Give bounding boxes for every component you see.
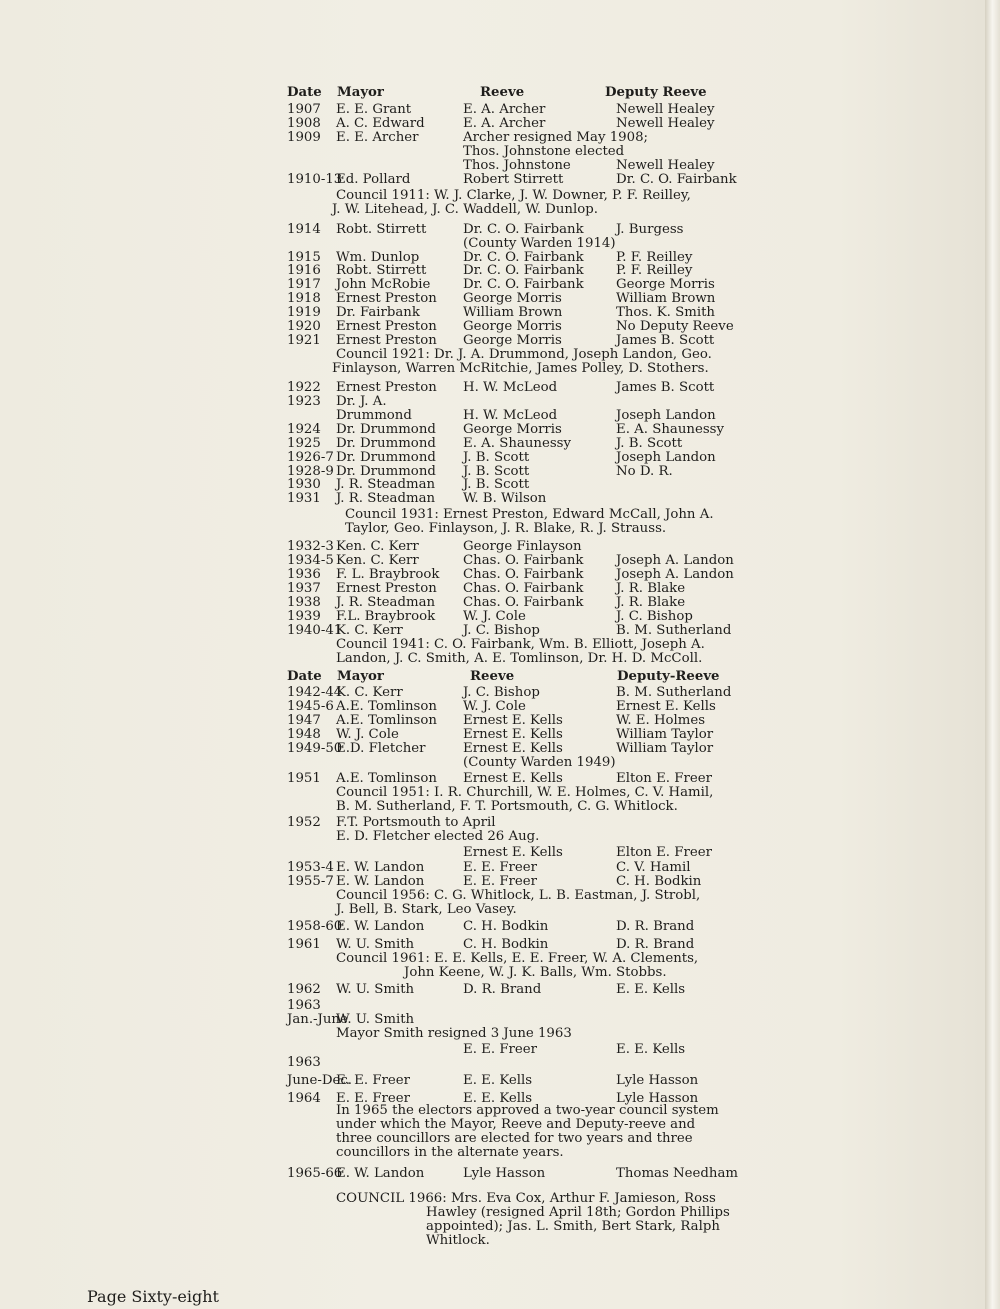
row-year: 1910-13 bbox=[287, 172, 343, 187]
row-reeve: Dr. C. O. Fairbank bbox=[463, 250, 584, 265]
row-mayor: Mayor Smith resigned 3 June 1963 bbox=[336, 1026, 572, 1041]
row-year: 1931 bbox=[287, 491, 321, 506]
header-deputy-reeve: Deputy Reeve bbox=[605, 85, 707, 100]
row-year: 1939 bbox=[287, 609, 321, 624]
row-mayor: Ernest Preston bbox=[336, 581, 437, 596]
row-year: 1923 bbox=[287, 394, 321, 409]
row-deputy: J. R. Blake bbox=[616, 581, 686, 596]
row-deputy: B. M. Sutherland bbox=[616, 685, 732, 700]
council-note-line: Hawley (resigned April 18th; Gordon Phillips bbox=[426, 1205, 730, 1220]
row-mayor: Ken. C. Kerr bbox=[336, 553, 419, 568]
row-reeve: Dr. C. O. Fairbank bbox=[463, 222, 584, 237]
row-reeve: E. E. Freer bbox=[463, 874, 537, 889]
row-deputy: No D. R. bbox=[616, 464, 673, 479]
council-note-line: Council 1941: C. O. Fairbank, Wm. B. Elliott, Joseph A. bbox=[336, 637, 705, 652]
row-mayor: W. U. Smith bbox=[336, 937, 415, 952]
row-year: 1948 bbox=[287, 727, 321, 742]
page-footer: Page Sixty-eight bbox=[87, 1287, 219, 1306]
row-deputy: William Brown bbox=[616, 291, 716, 306]
row-mayor: F. L. Braybrook bbox=[336, 567, 440, 582]
row-mayor: E. E. Archer bbox=[336, 130, 419, 145]
row-deputy: Joseph Landon bbox=[616, 408, 716, 423]
row-reeve: J. B. Scott bbox=[463, 464, 530, 479]
row-deputy: William Taylor bbox=[616, 727, 714, 742]
row-deputy: James B. Scott bbox=[616, 380, 715, 395]
row-reeve: W. B. Wilson bbox=[463, 491, 547, 506]
row-deputy: Dr. C. O. Fairbank bbox=[616, 172, 737, 187]
header-date: Date bbox=[287, 669, 322, 684]
row-deputy: E. A. Shaunessy bbox=[616, 422, 724, 437]
row-deputy: Elton E. Freer bbox=[616, 771, 712, 786]
row-mayor: Ernest Preston bbox=[336, 319, 437, 334]
row-year: 1962 bbox=[287, 982, 321, 997]
row-year: 1915 bbox=[287, 250, 321, 265]
row-mayor: Robt. Stirrett bbox=[336, 263, 427, 278]
council-note-line: Council 1931: Ernest Preston, Edward McCall, John A. bbox=[345, 507, 714, 522]
row-deputy: Joseph A. Landon bbox=[616, 567, 734, 582]
row-mayor: W. J. Cole bbox=[336, 727, 399, 742]
council-note-line: B. M. Sutherland, F. T. Portsmouth, C. G. Whitlock. bbox=[336, 799, 678, 814]
council-note-line: appointed); Jas. L. Smith, Bert Stark, Ralph bbox=[426, 1219, 720, 1234]
row-mayor: E. W. Landon bbox=[336, 919, 425, 934]
row-mayor: E. E. Grant bbox=[336, 102, 412, 117]
row-deputy: J. Burgess bbox=[616, 222, 684, 237]
council-note-line: Whitlock. bbox=[426, 1233, 490, 1248]
row-reeve: Ernest E. Kells bbox=[463, 727, 563, 742]
row-year: 1918 bbox=[287, 291, 321, 306]
row-year: 1951 bbox=[287, 771, 321, 786]
row-reeve: J. C. Bishop bbox=[463, 623, 540, 638]
row-deputy: William Taylor bbox=[616, 741, 714, 756]
council-note-line: Council 1956: C. G. Whitlock, L. B. Eastman, J. Strobl, bbox=[336, 888, 701, 903]
row-reeve: E. A. Archer bbox=[463, 102, 546, 117]
row-mayor: W. U. Smith bbox=[336, 1012, 415, 1027]
row-reeve: Ernest E. Kells bbox=[463, 713, 563, 728]
row-deputy: P. F. Reilley bbox=[616, 263, 693, 278]
row-reeve: H. W. McLeod bbox=[463, 408, 558, 423]
council-note-line: J. Bell, B. Stark, Leo Vasey. bbox=[336, 902, 517, 917]
row-year: 1909 bbox=[287, 130, 321, 145]
row-deputy: Newell Healey bbox=[616, 116, 715, 131]
row-reeve: Ernest E. Kells bbox=[463, 741, 563, 756]
row-year: 1930 bbox=[287, 477, 321, 492]
row-reeve: Chas. O. Fairbank bbox=[463, 581, 584, 596]
row-deputy: C. V. Hamil bbox=[616, 860, 691, 875]
row-deputy: D. R. Brand bbox=[616, 919, 695, 934]
row-reeve: Dr. C. O. Fairbank bbox=[463, 263, 584, 278]
row-reeve: J. C. Bishop bbox=[463, 685, 540, 700]
row-reeve: Chas. O. Fairbank bbox=[463, 567, 584, 582]
council-note-line: John Keene, W. J. K. Balls, Wm. Stobbs. bbox=[404, 965, 667, 980]
header-reeve: Reeve bbox=[480, 85, 525, 100]
row-reeve: Dr. C. O. Fairbank bbox=[463, 277, 584, 292]
row-reeve: Lyle Hasson bbox=[463, 1166, 546, 1181]
row-mayor: J. R. Steadman bbox=[336, 491, 436, 506]
row-year: 1952 bbox=[287, 815, 321, 830]
row-mayor: E. W. Landon bbox=[336, 1166, 425, 1181]
row-year: 1928-9 bbox=[287, 464, 334, 479]
row-mayor: A.E. Tomlinson bbox=[336, 713, 437, 728]
row-year: 1947 bbox=[287, 713, 321, 728]
row-year: 1919 bbox=[287, 305, 321, 320]
row-reeve: George Finlayson bbox=[463, 539, 582, 554]
row-mayor: K. C. Kerr bbox=[336, 623, 403, 638]
row-reeve: E. E. Kells bbox=[463, 1091, 533, 1106]
row-year: 1932-3 bbox=[287, 539, 334, 554]
row-year: June-Dec. bbox=[287, 1073, 353, 1088]
row-reeve: (County Warden 1949) bbox=[463, 755, 616, 770]
row-deputy: C. H. Bodkin bbox=[616, 874, 702, 889]
row-year: 1940-41 bbox=[287, 623, 343, 638]
row-mayor: J. R. Steadman bbox=[336, 595, 436, 610]
row-reeve: Thos. Johnstone elected bbox=[463, 144, 625, 159]
row-deputy: B. M. Sutherland bbox=[616, 623, 732, 638]
council-note-line: In 1965 the electors approved a two-year council system bbox=[336, 1103, 719, 1118]
row-year: 1917 bbox=[287, 277, 321, 292]
row-mayor: Wm. Dunlop bbox=[336, 250, 420, 265]
row-mayor: John McRobie bbox=[336, 277, 431, 292]
row-deputy: P. F. Reilley bbox=[616, 250, 693, 265]
council-note-line: J. W. Litehead, J. C. Waddell, W. Dunlop. bbox=[332, 202, 598, 217]
council-note-line: Finlayson, Warren McRitchie, James Polley, D. Stothers. bbox=[332, 361, 709, 376]
row-mayor: Dr. J. A. bbox=[336, 394, 387, 409]
row-reeve: Thos. Johnstone bbox=[463, 158, 571, 173]
row-year: 1953-4 bbox=[287, 860, 334, 875]
council-note-line: under which the Mayor, Reeve and Deputy-reeve and bbox=[336, 1117, 696, 1132]
row-mayor: Dr. Drummond bbox=[336, 464, 436, 479]
council-note-line: Council 1951: I. R. Churchill, W. E. Holmes, C. V. Hamil, bbox=[336, 785, 714, 800]
council-note-line: Landon, J. C. Smith, A. E. Tomlinson, Dr. H. D. McColl. bbox=[336, 651, 703, 666]
row-mayor: A. C. Edward bbox=[336, 116, 425, 131]
row-year: 1914 bbox=[287, 222, 321, 237]
page-edge bbox=[985, 0, 1000, 1309]
row-deputy: No Deputy Reeve bbox=[616, 319, 734, 334]
row-mayor: Ed. Pollard bbox=[336, 172, 411, 187]
row-year: 1964 bbox=[287, 1091, 321, 1106]
council-note-line: three councillors are elected for two years and three bbox=[336, 1131, 693, 1146]
row-reeve: C. H. Bodkin bbox=[463, 919, 549, 934]
row-mayor: Dr. Drummond bbox=[336, 450, 436, 465]
header-date: Date bbox=[287, 85, 322, 100]
row-reeve: E. A. Shaunessy bbox=[463, 436, 571, 451]
row-year: 1938 bbox=[287, 595, 321, 610]
row-year: 1908 bbox=[287, 116, 321, 131]
row-reeve: D. R. Brand bbox=[463, 982, 542, 997]
row-mayor: Ernest Preston bbox=[336, 333, 437, 348]
council-note-line: councillors in the alternate years. bbox=[336, 1145, 564, 1160]
row-reeve: George Morris bbox=[463, 333, 562, 348]
row-reeve: H. W. McLeod bbox=[463, 380, 558, 395]
row-year: 1942-44 bbox=[287, 685, 343, 700]
row-year: 1949-50 bbox=[287, 741, 343, 756]
row-reeve: (County Warden 1914) bbox=[463, 236, 616, 251]
row-mayor: K. C. Kerr bbox=[336, 685, 403, 700]
row-year: Jan.-June bbox=[287, 1012, 348, 1027]
row-deputy: Thos. K. Smith bbox=[616, 305, 715, 320]
row-reeve: George Morris bbox=[463, 291, 562, 306]
row-year: 1916 bbox=[287, 263, 321, 278]
row-year: 1955-7 bbox=[287, 874, 334, 889]
row-deputy: Lyle Hasson bbox=[616, 1073, 699, 1088]
header-reeve: Reeve bbox=[470, 669, 515, 684]
row-year: 1922 bbox=[287, 380, 321, 395]
row-deputy: J. B. Scott bbox=[616, 436, 683, 451]
row-year: 1958-60 bbox=[287, 919, 343, 934]
row-year: 1965-66 bbox=[287, 1166, 343, 1181]
header-mayor: Mayor bbox=[337, 85, 384, 100]
header-mayor: Mayor bbox=[337, 669, 384, 684]
row-mayor: A.E. Tomlinson bbox=[336, 771, 437, 786]
row-year: 1924 bbox=[287, 422, 321, 437]
row-deputy: Joseph A. Landon bbox=[616, 553, 734, 568]
row-reeve: William Brown bbox=[463, 305, 563, 320]
row-year: 1963 bbox=[287, 1055, 321, 1070]
row-mayor: J. R. Steadman bbox=[336, 477, 436, 492]
row-year: 1934-5 bbox=[287, 553, 334, 568]
row-reeve: Chas. O. Fairbank bbox=[463, 595, 584, 610]
row-deputy: E. E. Kells bbox=[616, 982, 686, 997]
row-year: 1937 bbox=[287, 581, 321, 596]
row-deputy: George Morris bbox=[616, 277, 715, 292]
row-reeve: J. B. Scott bbox=[463, 450, 530, 465]
row-reeve: Chas. O. Fairbank bbox=[463, 553, 584, 568]
row-deputy: D. R. Brand bbox=[616, 937, 695, 952]
council-note-line: COUNCIL 1966: Mrs. Eva Cox, Arthur F. Jamieson, Ross bbox=[336, 1191, 716, 1206]
council-note-line: Council 1961: E. E. Kells, E. E. Freer, W. A. Clements, bbox=[336, 951, 699, 966]
row-deputy: James B. Scott bbox=[616, 333, 715, 348]
header-deputy-reeve: Deputy-Reeve bbox=[617, 669, 720, 684]
row-deputy: Newell Healey bbox=[616, 158, 715, 173]
row-deputy: Lyle Hasson bbox=[616, 1091, 699, 1106]
row-deputy: W. E. Holmes bbox=[616, 713, 706, 728]
row-mayor: Ernest Preston bbox=[336, 291, 437, 306]
row-mayor: F.L. Braybrook bbox=[336, 609, 436, 624]
row-reeve: Robert Stirrett bbox=[463, 172, 564, 187]
row-mayor: A.E. Tomlinson bbox=[336, 699, 437, 714]
row-deputy: Elton E. Freer bbox=[616, 845, 712, 860]
row-mayor: E. E. Freer bbox=[336, 1091, 410, 1106]
row-reeve: C. H. Bodkin bbox=[463, 937, 549, 952]
row-deputy: Joseph Landon bbox=[616, 450, 716, 465]
row-mayor: Dr. Drummond bbox=[336, 422, 436, 437]
row-deputy: J. C. Bishop bbox=[616, 609, 693, 624]
row-reeve: George Morris bbox=[463, 319, 562, 334]
row-deputy: Thomas Needham bbox=[616, 1166, 739, 1181]
row-year: 1963 bbox=[287, 998, 321, 1013]
row-year: 1920 bbox=[287, 319, 321, 334]
row-year: 1926-7 bbox=[287, 450, 334, 465]
row-reeve: Archer resigned May 1908; bbox=[463, 130, 649, 145]
row-reeve: J. B. Scott bbox=[463, 477, 530, 492]
row-mayor: Dr. Fairbank bbox=[336, 305, 420, 320]
row-mayor: E.D. Fletcher bbox=[336, 741, 426, 756]
council-note-line: Council 1911: W. J. Clarke, J. W. Downer, P. F. Reilley, bbox=[336, 188, 691, 203]
row-reeve: E. E. Kells bbox=[463, 1073, 533, 1088]
row-mayor: E. W. Landon bbox=[336, 860, 425, 875]
row-reeve: W. J. Cole bbox=[463, 609, 526, 624]
row-year: 1925 bbox=[287, 436, 321, 451]
council-note-line: Taylor, Geo. Finlayson, J. R. Blake, R. J. Strauss. bbox=[345, 521, 667, 536]
row-year: 1921 bbox=[287, 333, 321, 348]
council-note-line: Council 1921: Dr. J. A. Drummond, Joseph Landon, Geo. bbox=[336, 347, 712, 362]
row-reeve: E. A. Archer bbox=[463, 116, 546, 131]
row-mayor: Ernest Preston bbox=[336, 380, 437, 395]
row-deputy: J. R. Blake bbox=[616, 595, 686, 610]
row-reeve: Ernest E. Kells bbox=[463, 845, 563, 860]
row-year: 1936 bbox=[287, 567, 321, 582]
row-reeve: E. E. Freer bbox=[463, 1042, 537, 1057]
row-mayor: Ken. C. Kerr bbox=[336, 539, 419, 554]
row-mayor: F.T. Portsmouth to April bbox=[336, 815, 496, 830]
row-mayor: E. E. Freer bbox=[336, 1073, 410, 1088]
row-reeve: E. E. Freer bbox=[463, 860, 537, 875]
row-mayor: E. D. Fletcher elected 26 Aug. bbox=[336, 829, 540, 844]
row-year: 1945-6 bbox=[287, 699, 334, 714]
row-reeve: George Morris bbox=[463, 422, 562, 437]
row-mayor: E. W. Landon bbox=[336, 874, 425, 889]
row-deputy: Newell Healey bbox=[616, 102, 715, 117]
row-reeve: Ernest E. Kells bbox=[463, 771, 563, 786]
row-deputy: E. E. Kells bbox=[616, 1042, 686, 1057]
row-deputy: Ernest E. Kells bbox=[616, 699, 716, 714]
row-mayor: Robt. Stirrett bbox=[336, 222, 427, 237]
row-year: 1907 bbox=[287, 102, 321, 117]
row-mayor: Dr. Drummond bbox=[336, 436, 436, 451]
row-mayor: W. U. Smith bbox=[336, 982, 415, 997]
row-year: 1961 bbox=[287, 937, 321, 952]
row-reeve: W. J. Cole bbox=[463, 699, 526, 714]
row-mayor: Drummond bbox=[336, 408, 412, 423]
